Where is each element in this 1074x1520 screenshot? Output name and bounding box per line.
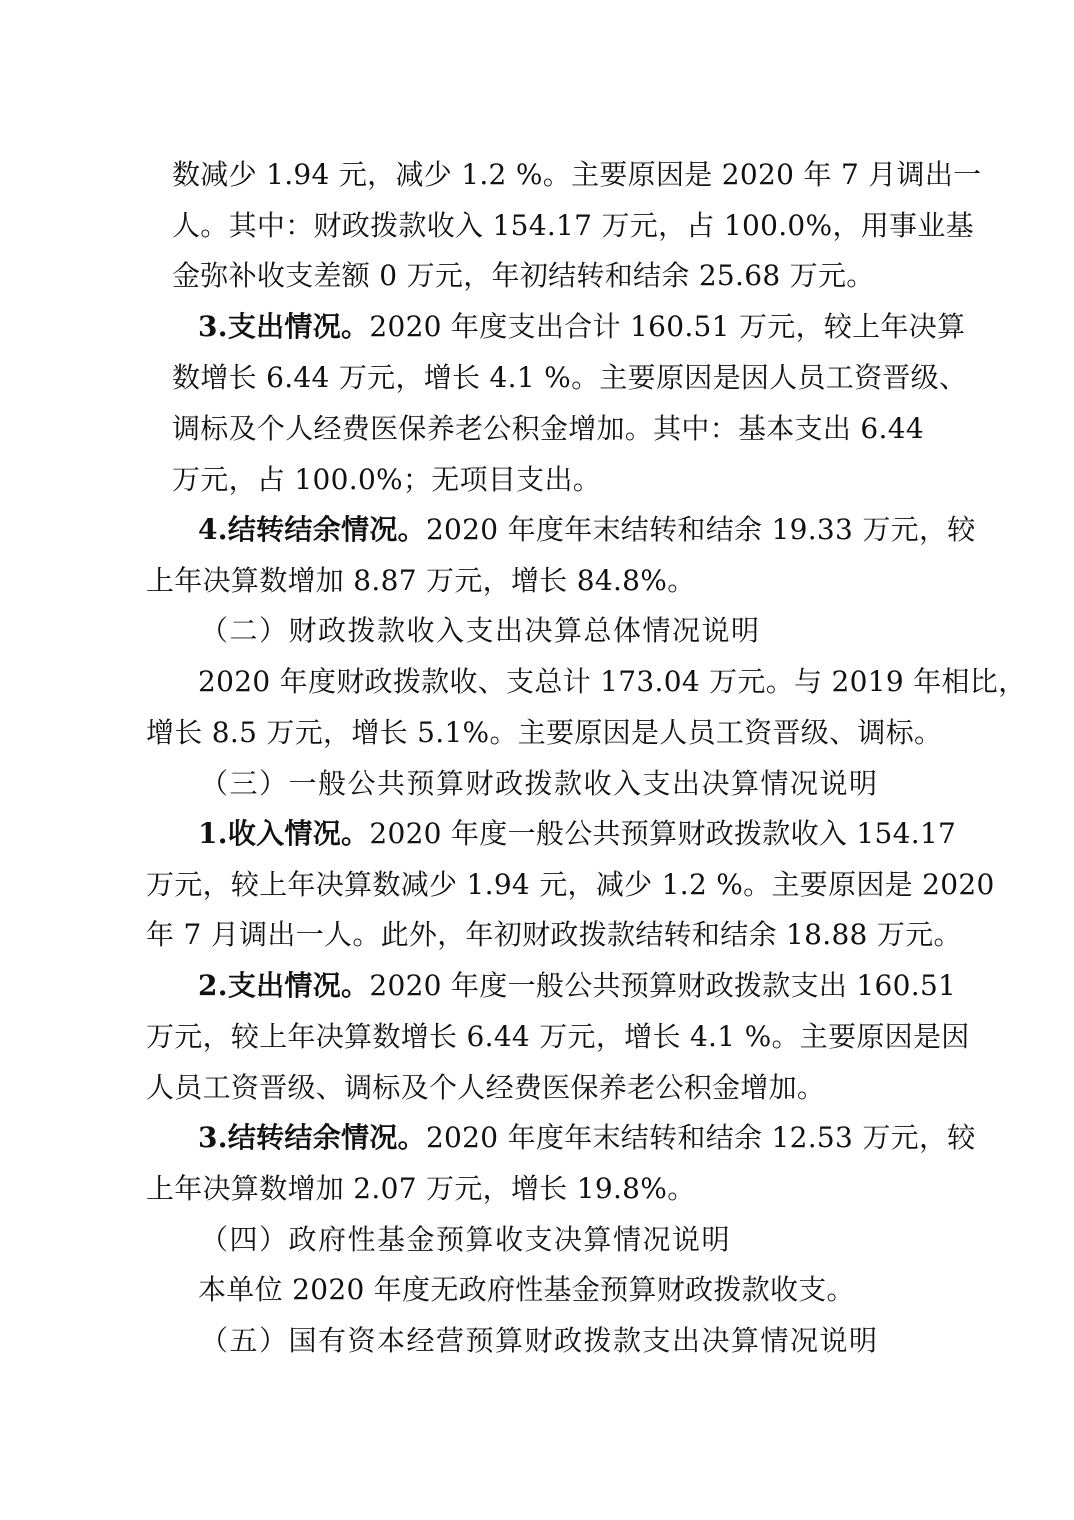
- paragraph-line: [198, 1120, 976, 1156]
- paragraph-text: 2020 年度一般公共预算财政拨款收入 154.17: [369, 817, 957, 850]
- paragraph-line: [198, 512, 976, 548]
- paragraph-line: [198, 968, 956, 1004]
- paragraph-line: 上年决算数增加 8.87 万元，增长 84.8%。: [146, 564, 696, 597]
- paragraph-line: 万元，占 100.0%；无项目支出。: [172, 463, 602, 496]
- paragraph-line: 人。其中：财政拨款收入 154.17 万元，占 100.0%，用事业基: [172, 209, 974, 242]
- paragraph-heading: 3.支出情况。: [198, 310, 370, 343]
- paragraph-line: 增长 8.5 万元，增长 5.1%。主要原因是人员工资晋级、调标。: [146, 716, 943, 749]
- paragraph-text: 2020 年度一般公共预算财政拨款支出 160.51: [369, 969, 957, 1002]
- paragraph-line: [198, 309, 965, 345]
- section-heading: （三）一般公共预算财政拨款收入支出决算情况说明: [200, 767, 879, 800]
- paragraph-heading: 3.结转结余情况。: [198, 1121, 426, 1154]
- paragraph-line: 数减少 1.94 元，减少 1.2 %。主要原因是 2020 年 7 月调出一: [172, 158, 982, 191]
- paragraph-line: 2020 年度财政拨款收、支总计 173.04 万元。与 2019 年相比，: [198, 665, 1027, 698]
- section-heading: （四）政府性基金预算收支决算情况说明: [200, 1223, 732, 1256]
- paragraph-text: 2020 年度年末结转和结余 19.33 万元，较: [425, 513, 976, 546]
- paragraph-heading: 1.收入情况。: [198, 817, 370, 850]
- paragraph-line: 数增长 6.44 万元，增长 4.1 %。主要原因是因人员工资晋级、: [172, 361, 968, 394]
- paragraph-line: 人员工资晋级、调标及个人经费医保养老公积金增加。: [146, 1071, 826, 1104]
- paragraph-line: 万元，较上年决算数减少 1.94 元，减少 1.2 %。主要原因是 2020: [146, 868, 995, 901]
- paragraph-line: 调标及个人经费医保养老公积金增加。其中：基本支出 6.44: [172, 412, 924, 445]
- paragraph-line: 上年决算数增加 2.07 万元，增长 19.8%。: [146, 1172, 696, 1205]
- paragraph-line: 本单位 2020 年度无政府性基金预算财政拨款收支。: [198, 1273, 855, 1306]
- paragraph-heading: 4.结转结余情况。: [198, 513, 426, 546]
- section-heading: （五）国有资本经营预算财政拨款支出决算情况说明: [200, 1324, 879, 1357]
- paragraph-heading: 2.支出情况。: [198, 969, 370, 1002]
- section-heading: （二）财政拨款收入支出决算总体情况说明: [200, 614, 761, 647]
- paragraph-line: 万元，较上年决算数增长 6.44 万元，增长 4.1 %。主要原因是因: [146, 1020, 970, 1053]
- paragraph-text: 2020 年度年末结转和结余 12.53 万元，较: [425, 1121, 976, 1154]
- paragraph-line: [198, 816, 956, 852]
- paragraph-line: 金弥补收支差额 0 万元，年初结转和结余 25.68 万元。: [172, 259, 875, 292]
- paragraph-line: 年 7 月调出一人。此外，年初财政拨款结转和结余 18.88 万元。: [146, 918, 962, 951]
- paragraph-text: 2020 年度支出合计 160.51 万元，较上年决算: [369, 310, 966, 343]
